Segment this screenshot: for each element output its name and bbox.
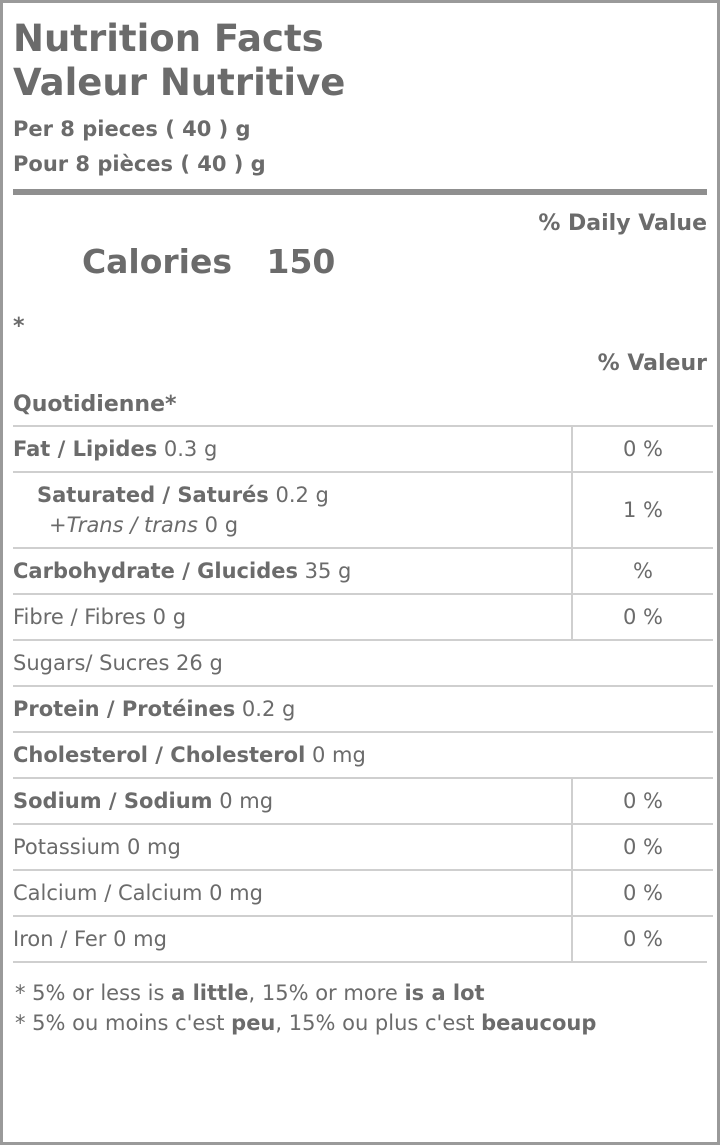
table-row — [13, 594, 713, 640]
serving-size — [13, 112, 707, 181]
nutrient-percent: 0 % — [572, 870, 713, 916]
nutrient-name: Saturated / Saturés 0.2 g +Trans / trans 0 g — [13, 472, 572, 548]
nutrient-percent — [572, 686, 713, 732]
nutrient-name: Fat / Lipides 0.3 g — [13, 426, 572, 472]
nutrient-percent — [572, 732, 713, 778]
nutrient-percent: 1 % — [572, 472, 713, 548]
table-row — [13, 472, 713, 548]
table-row — [13, 870, 713, 916]
title-block — [13, 3, 707, 181]
nutrient-name: Calcium / Calcium 0 mg — [13, 870, 572, 916]
table-row — [13, 916, 713, 961]
serving-size-french: Pour 8 pièces ( 40 ) g — [13, 151, 266, 176]
serving-size-english: Per 8 pieces ( 40 ) g — [13, 117, 251, 142]
nutrient-percent — [572, 640, 713, 686]
table-row — [13, 426, 713, 472]
footnote-english: * 5% or less is a little, 15% or more is a lot — [15, 981, 485, 1006]
footnote-french: * 5% ou moins c'est peu, 15% ou plus c'est beaucoup — [15, 1011, 597, 1036]
calories-value: 150 — [266, 242, 336, 282]
nutrient-percent: 0 % — [572, 778, 713, 824]
nutrient-percent: 0 % — [572, 916, 713, 961]
table-row — [13, 686, 713, 732]
nutrient-name: Fibre / Fibres 0 g — [13, 594, 572, 640]
nutrient-name: Carbohydrate / Glucides 35 g — [13, 548, 572, 594]
daily-value-header-french-line2: Quotidienne* — [13, 392, 177, 418]
table-row — [13, 640, 713, 686]
nutrient-name: Sodium / Sodium 0 mg — [13, 778, 572, 824]
nutrient-name: Potassium 0 mg — [13, 824, 572, 870]
calories-label: Calories — [81, 242, 233, 282]
table-row — [13, 732, 713, 778]
nutrient-name: Cholesterol / Cholesterol 0 mg — [13, 732, 572, 778]
title-french: Valeur Nutritive — [13, 60, 346, 104]
table-row — [13, 824, 713, 870]
table-row — [13, 548, 713, 594]
nutrient-name: Sugars/ Sucres 26 g — [13, 640, 572, 686]
daily-value-header-english: % Daily Value — [538, 211, 707, 237]
nutrient-name: Iron / Fer 0 mg — [13, 916, 572, 961]
nutrient-name: Protein / Protéines 0.2 g — [13, 686, 572, 732]
daily-value-asterisk: * — [13, 314, 25, 340]
nutrient-percent: % — [572, 548, 713, 594]
table-row — [13, 778, 713, 824]
title-english: Nutrition Facts — [13, 17, 324, 60]
nutrient-percent: 0 % — [572, 594, 713, 640]
calories-label-value — [13, 203, 335, 320]
footnotes — [13, 961, 707, 1035]
calories-row — [13, 195, 707, 320]
nutrient-percent: 0 % — [572, 426, 713, 472]
daily-value-header-french-line1: % Valeur — [597, 351, 707, 377]
nutrient-table — [13, 425, 713, 961]
nutrient-percent: 0 % — [572, 824, 713, 870]
